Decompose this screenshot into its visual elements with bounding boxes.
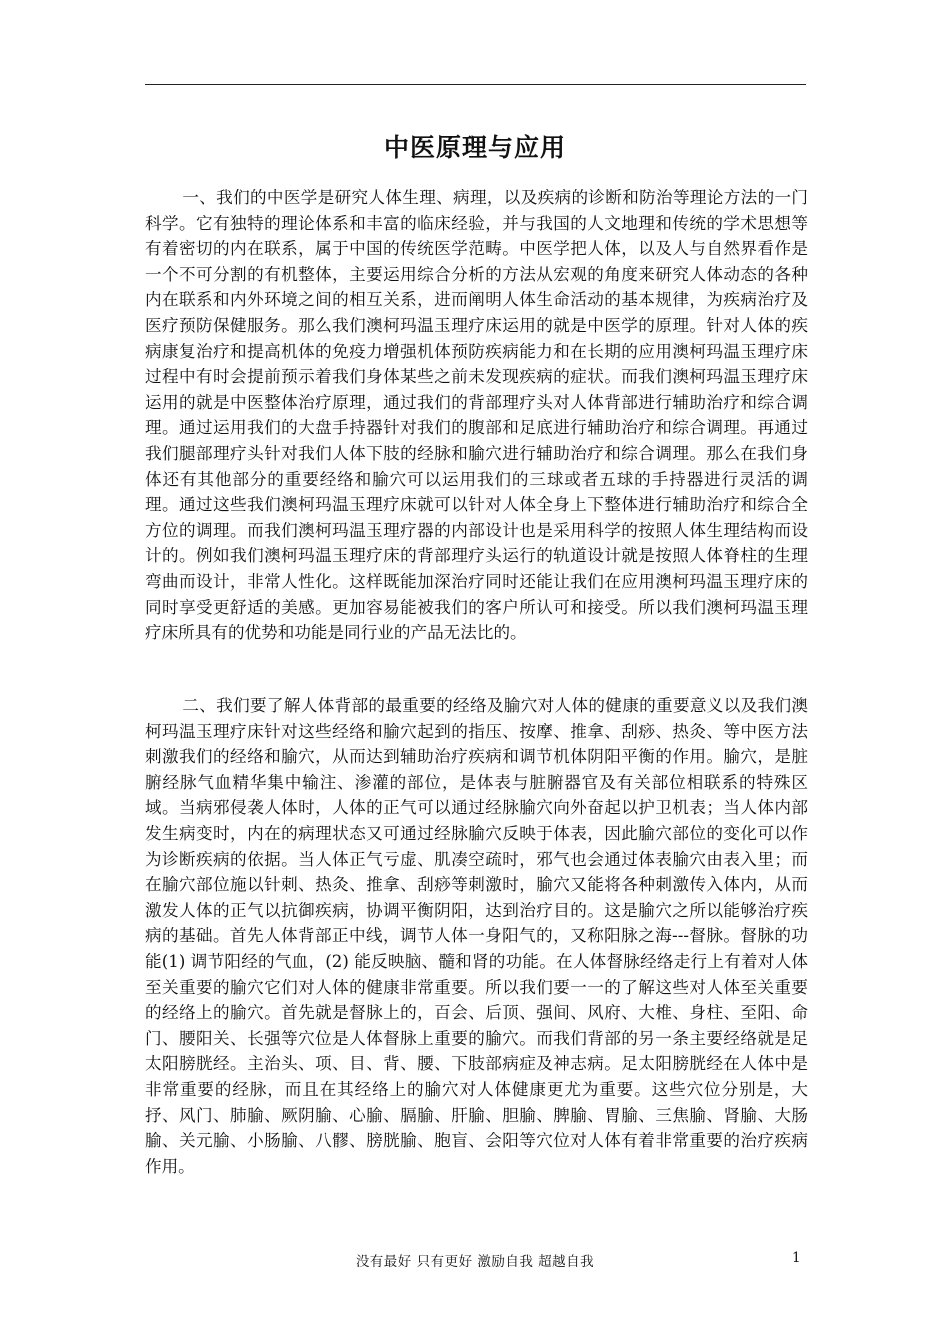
paragraph-1 [145, 185, 808, 646]
header-rule [145, 84, 806, 85]
footer-motto: 没有最好 只有更好 激励自我 超越自我 [355, 1254, 595, 1270]
paragraph-2 [145, 693, 808, 1179]
paragraph-2-text: 二、我们要了解人体背部的最重要的经络及腧穴对人体的健康的重要意义以及我们澳柯玛温玉理疗床针对这些经络和腧穴起到的指压、按摩、推拿、刮痧、热灸、等中医方法刺激我们的经络和腧穴，从而达到辅助治疗疾病和调节机体阴阳平衡的作用。腧穴，是脏腑经脉气血精华集中输注、渗灌的部位，是体表与脏腑器官及有关部位相联系的特殊区域。当病邪侵袭人体时，人体的正气可以通过经脉腧穴向外奋起以护卫机表；当人体内部发生病变时，内在的病理状态又可通过经脉腧穴反映于体表，因此腧穴部位的变化可以作为诊断疾病的依据。当人体正气亏虚、肌凑空疏时，邪气也会通过体表腧穴由表入里；而在腧穴部位施以针刺、热灸、推拿、刮痧等刺激时，腧穴又能将各种刺激传入体内，从而激发人体的正气以抗御疾病，协调平衡阴阳，达到治疗目的。这是腧穴之所以能够治疗疾病的基础。首先人体背部正中线，调节人体一身阳气的，又称阳脉之海---督脉。督脉的功能(1) 调节阳经的气血，(2) 能反映脑、髓和肾的功能。在人体督脉经络走行上有着对人体至关重要的腧穴它们对人体的健康非常重要。所以我们要一一的了解这些对人体至关重要的经络上的腧穴。首先就是督脉上的，百会、后顶、强间、风府、大椎、身柱、至阳、命门、腰阳关、长强等穴位是人体督脉上重要的腧穴。而我们背部的另一条主要经络就是足太阳膀胱经。主治头、项、目、背、腰、下肢部病症及神志病。足太阳膀胱经在人体中是非常重要的经脉，而且在其经络上的腧穴对人体健康更尤为重要。这些穴位分别是，大抒、风门、肺腧、厥阴腧、心腧、膈腧、肝腧、胆腧、脾腧、胃腧、三焦腧、肾腧、大肠腧、关元腧、小肠腧、八髎、膀胱腧、胞盲、会阳等穴位对人体有着非常重要的治疗疾病作用。 [145, 696, 808, 1176]
page-title: 中医原理与应用 [383, 133, 566, 162]
paragraph-1-text: 一、我们的中医学是研究人体生理、病理，以及疾病的诊断和防治等理论方法的一门科学。它有独特的理论体系和丰富的临床经验，并与我国的人文地理和传统的学术思想等有着密切的内在联系，属于中国的传统医学范畴。中医学把人体，以及人与自然界看作是一个不可分割的有机整体，主要运用综合分析的方法从宏观的角度来研究人体动态的各种内在联系和内外环境之间的相互关系，进而阐明人体生命活动的基本规律，为疾病治疗及医疗预防保健服务。那么我们澳柯玛温玉理疗床运用的就是中医学的原理。针对人体的疾病康复治疗和提高机体的免疫力增强机体预防疾病能力和在长期的应用澳柯玛温玉理疗床过程中有时会提前预示着我们身体某些之前未发现疾病的症状。而我们澳柯玛温玉理疗床运用的就是中医整体治疗原理，通过我们的背部理疗头对人体背部进行辅助治疗和综合调理。通过运用我们的大盘手持器针对我们的腹部和足底进行辅助治疗和综合调理。再通过我们腿部理疗头针对我们人体下肢的经脉和腧穴进行辅助治疗和综合调理。那么在我们身体还有其他部分的重要经络和腧穴可以运用我们的三球或者五球的手持器进行灵活的调理。通过这些我们澳柯玛温玉理疗床就可以针对人体全身上下整体进行辅助治疗和综合全方位的调理。而我们澳柯玛温玉理疗器的内部设计也是采用科学的按照人体生理结构而设计的。例如我们澳柯玛温玉理疗床的背部理疗头运行的轨道设计就是按照人体脊柱的生理弯曲而设计，非常人性化。这样既能加深治疗同时还能让我们在应用澳柯玛温玉理疗床的同时享受更舒适的美感。更加容易能被我们的客户所认可和接受。所以我们澳柯玛温玉理疗床所具有的优势和功能是同行业的产品无法比的。 [145, 188, 808, 643]
page-number: 1 [792, 1250, 801, 1266]
